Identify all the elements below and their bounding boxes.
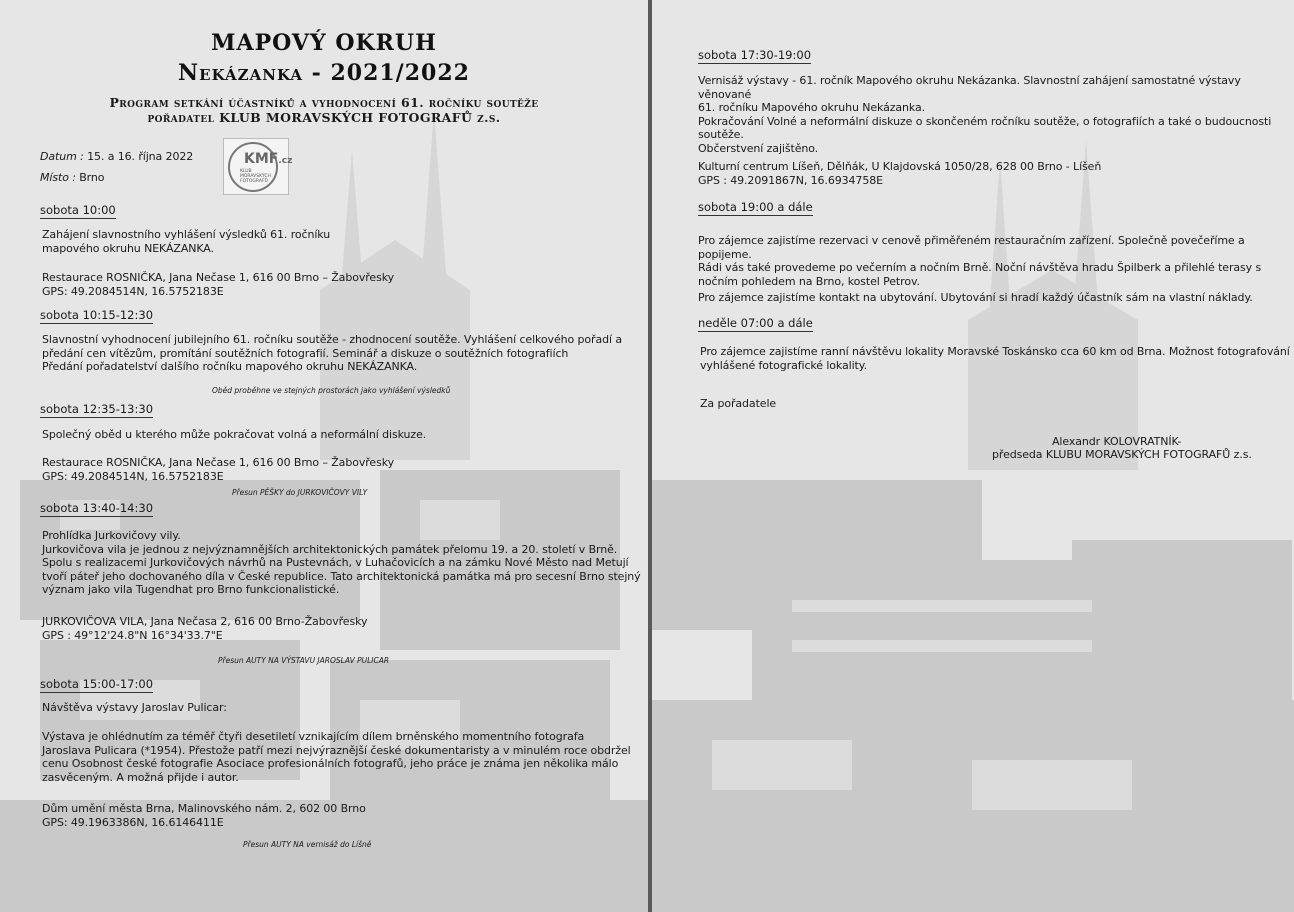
section-place: Dům umění města Brna, Malinovského nám. 2, 602 00 Brno GPS: 49.1963386N, 16.6146411E [42,802,366,829]
logo-line1: KLUB MORAVSKÝCH [240,169,271,179]
section-note: Oběd proběhne ve stejných prostorách jako vyhlášení výsledků [212,386,451,395]
logo-kmf-text: KMF [244,151,279,167]
section-note: Přesun AUTY NA VÝSTAVU JAROSLAV PULICAR [218,656,390,665]
doc-title-line1: MAPOVÝ OKRUH [211,30,437,56]
doc-subtitle-line2: pořadatel KLUB MORAVSKÝCH FOTOGRAFŮ z.s. [147,110,501,125]
signature-intro: Za pořadatele [700,397,777,410]
doc-title-line2: Nekázanka - 2021/2022 [178,60,470,86]
section-place: Restaurace ROSNIČKA, Jana Nečase 1, 616 00 Brno – Žabovřesky GPS: 49.2084514N, 16.5752183E [42,271,395,298]
logo-club-name [240,169,280,184]
logo-kmf [244,151,292,167]
doc-subtitle-line1: Program setkání účastníků a vyhodnocení 61. ročníku soutěže [109,95,539,110]
section-place: Restaurace ROSNIČKA, Jana Nečase 1, 616 00 Brno – Žabovřesky GPS: 49.2084514N, 16.5752183E [42,456,395,483]
section-intro: Návštěva výstavy Jaroslav Pulicar: [42,701,227,714]
section-body: Výstava je ohlédnutím za téměř čtyři desetiletí vznikajícím dílem brněnského momentního fotografa Jaroslava Pulicara (*1954). Přestože patří mezi nejvýraznější české dokumentaristy a v minulém roce obdržel cenu Osobnost české fotografie Asociace profesionálních fotografů, jeho práce je známa jen několika málo zasvěceným. A možná přijde i autor. [42,730,631,784]
section-heading: sobota 13:40-14:30 [40,501,154,515]
section-body: Pro zájemce zajistíme rezervaci v cenově přiměřeném restauračním zařízení. Společně povečeříme a popijeme. Rádi vás také provedeme po večerním a nočním Brně. Noční návštěva hradu Špilberk a přilehlé terasy s nočním pohledem na Brno, kostel Petrov. [698,234,1262,288]
section-heading: sobota 10:00 [40,203,116,217]
section-body: Prohlídka Jurkovičovy vily. Jurkovičova vila je jednou z nejvýznamnějších architektonických památek přelomu 19. a 20. století v Brně. Spolu s realizacemi Jurkovičových návrhů na Pustevnách, v Luhačovicích a na zámku Nové Město nad Metují tvoří páteř jeho dochovaného díla v České republice. Tato architektonická památka má pro secesní Brno stejný význam jako vila Tugendhat pro Brno funkcionalistické. [42,529,641,596]
logo-cz: .cz [278,156,293,166]
signature-role: předseda KLUBU MORAVSKÝCH FOTOGRAFŮ z.s. [992,448,1252,461]
date-value: 15. a 16. října 2022 [83,150,194,163]
section-heading: sobota 12:35-13:30 [40,402,154,416]
section-heading: neděle 07:00 a dále [698,316,813,330]
date-label: Datum : [40,150,84,163]
event-date [40,150,193,164]
section-body: Zahájení slavnostního vyhlášení výsledků 61. ročníku mapového okruhu NEKÁZANKA. [42,228,331,255]
place-label: Místo : [40,171,76,184]
kmf-logo [223,138,293,195]
event-place [40,171,104,185]
section-place: JURKOVIČOVA VILA, Jana Nečasa 2, 616 00 Brno-Žabovřesky GPS : 49°12'24.8"N 16°34'33.7"E [42,615,368,642]
section-body: Společný oběd u kterého může pokračovat volná a neformální diskuze. [42,428,427,441]
section-heading: sobota 19:00 a dále [698,200,813,214]
section-heading: sobota 10:15-12:30 [40,308,154,322]
section-body: Pro zájemce zajistíme ranní návštěvu lokality Moravské Toskánsko cca 60 km od Brna. Možnost fotografování vyhlášené fotografické lokality. [700,345,1290,372]
right-page [652,0,1294,912]
section-note: Přesun AUTY NA vernisáž do Líšně [243,840,372,849]
place-value: Brno [75,171,105,184]
section-body-2: Pro zájemce zajistíme kontakt na ubytování. Ubytování si hradí každý účastník sám na vlastní náklady. [698,291,1253,304]
signature-name: Alexandr KOLOVRATNÍK- [1052,435,1182,448]
logo-line2: FOTOGRAFŮ [240,179,268,184]
section-heading: sobota 17:30-19:00 [698,48,812,62]
section-note: Přesun PĚŠKY do JURKOVIČOVY VILY [232,488,368,497]
logo-ring [228,142,278,192]
section-place: Kulturní centrum Líšeň, Dělňák, U Klajdovská 1050/28, 628 00 Brno - Líšeň GPS : 49.2091867N, 16.6934758E [698,160,1102,187]
section-body: Slavnostní vyhodnocení jubilejního 61. ročníku soutěže - zhodnocení soutěže. Vyhlášení celkového pořadí a předání cen vítězům, promítání soutěžních fotografií. Seminář a diskuze o soutěžních fotografiích Předání pořadatelství dalšího ročníku mapového okruhu NEKÁZANKA. [42,333,622,373]
section-heading: sobota 15:00-17:00 [40,677,154,691]
section-body: Vernisáž výstavy - 61. ročník Mapového okruhu Nekázanka. Slavnostní zahájení samostatné výstavy věnované 61. ročníku Mapového okruhu Nekázanka. Pokračování Volné a neformální diskuze o skončeném ročníku soutěže, o fotografiích a také o budoucnosti soutěže. Občerstvení zajištěno. [698,74,1272,155]
